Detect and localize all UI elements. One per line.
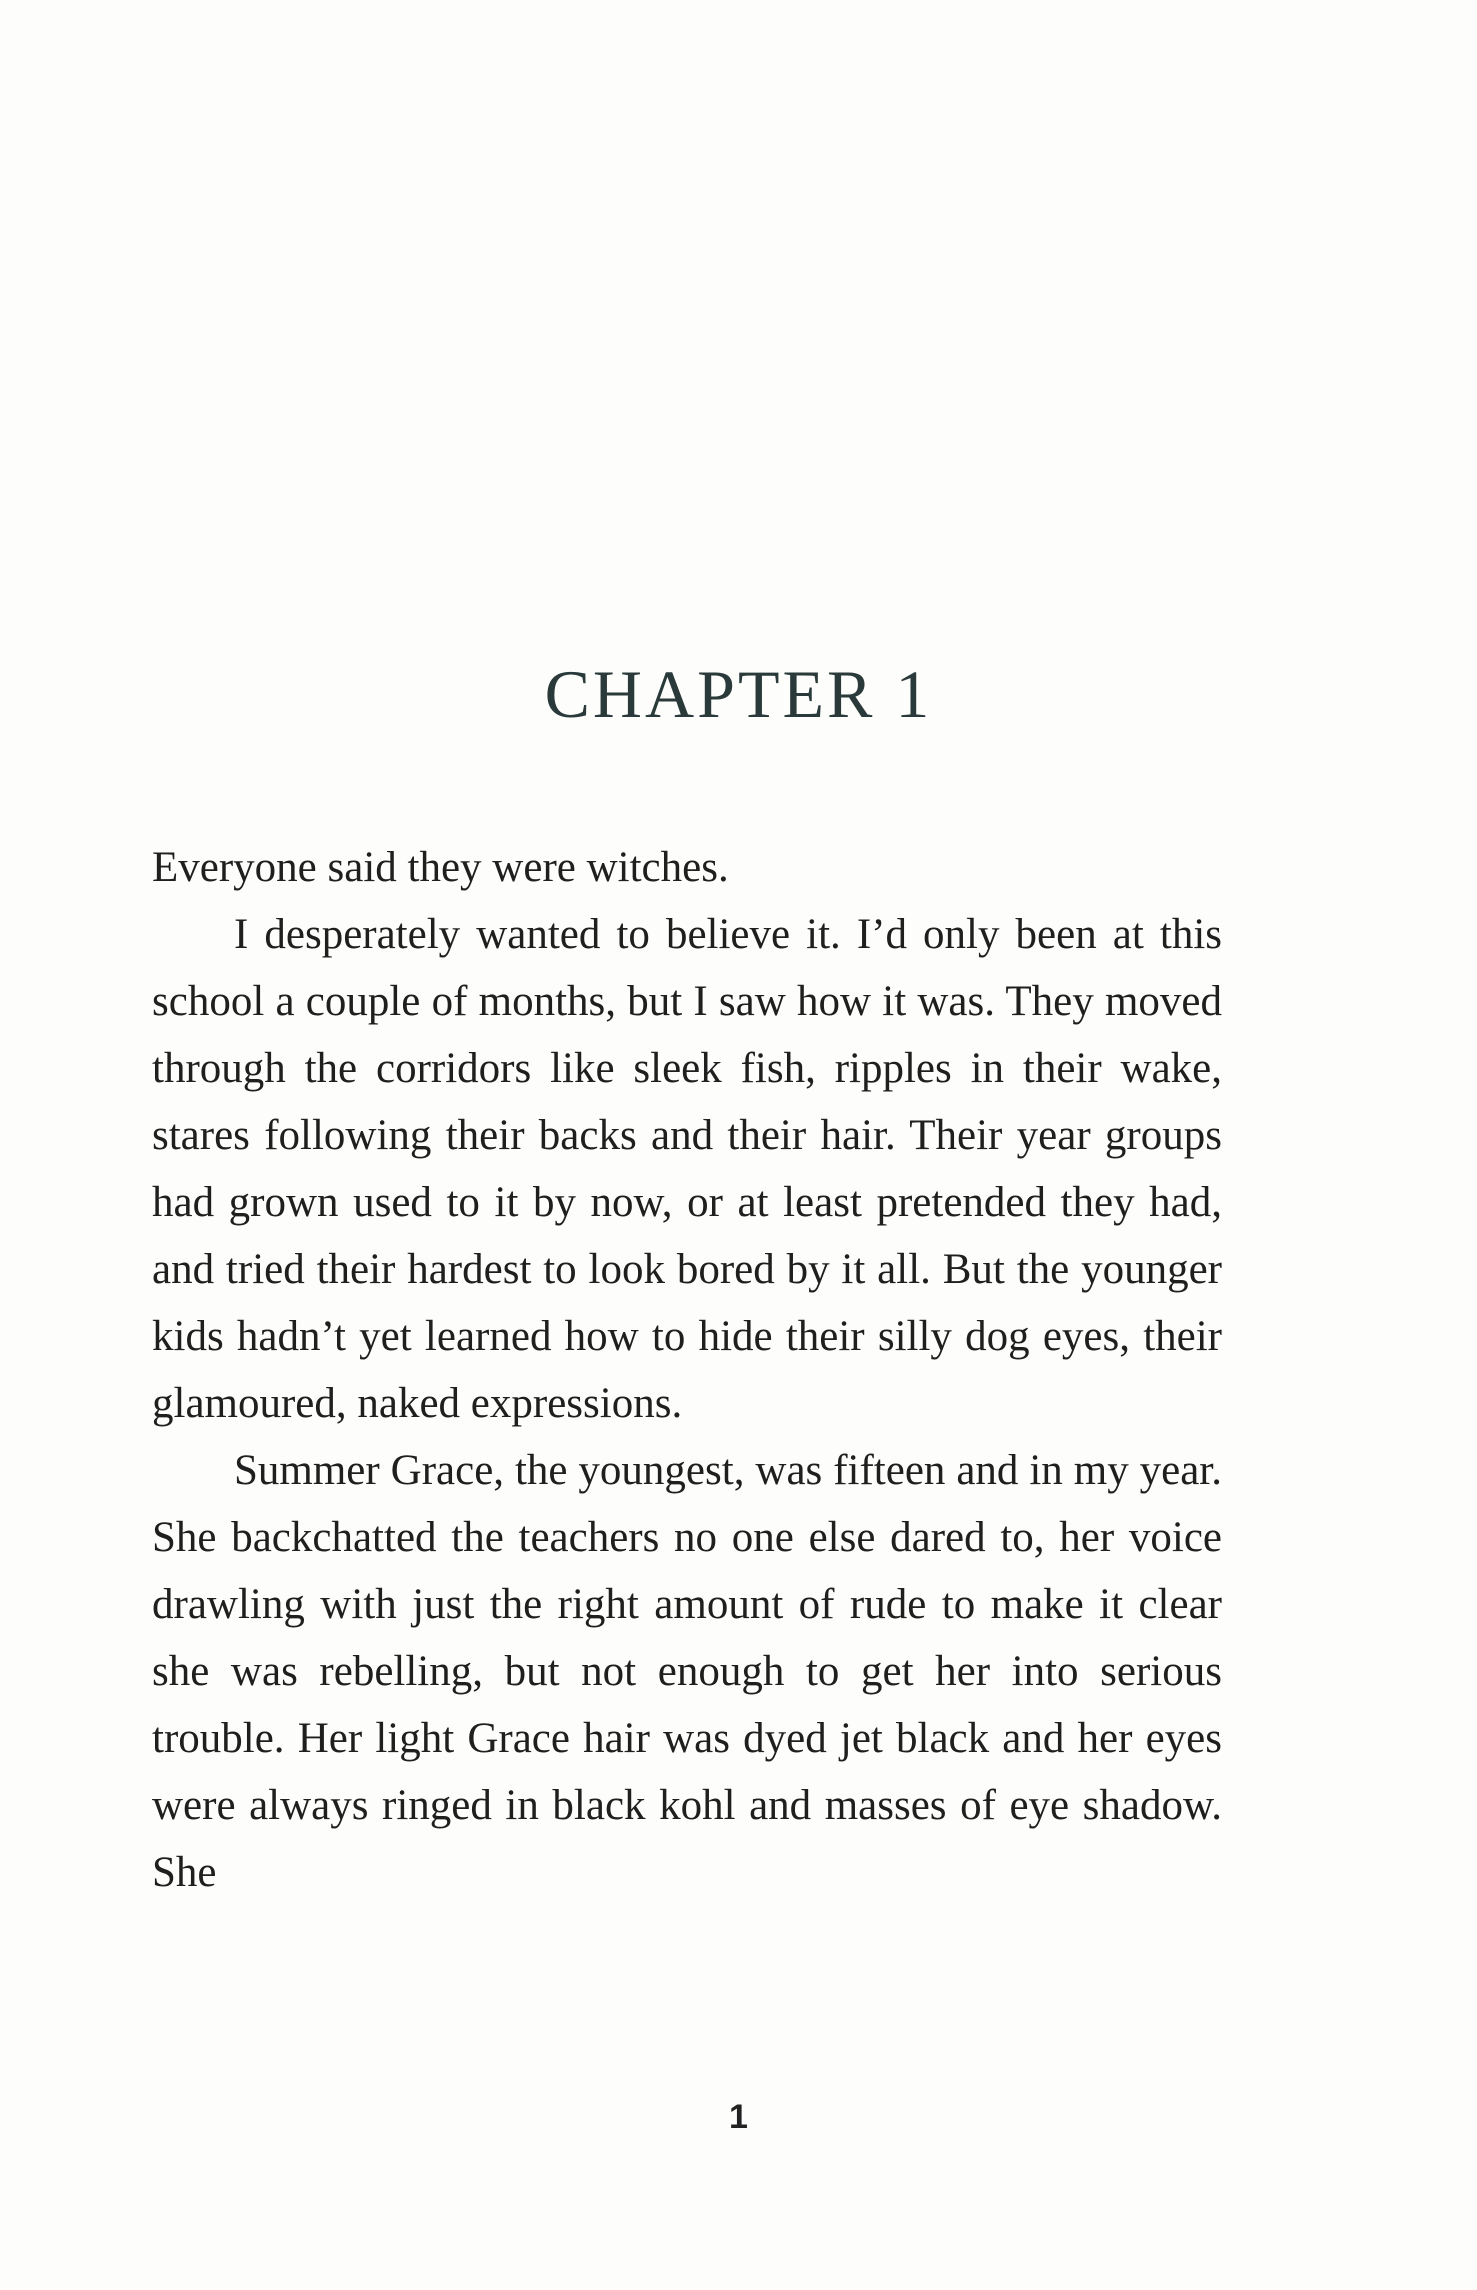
paragraph-1: Everyone said they were witches. [152, 844, 729, 891]
paragraph-2: I desperately wanted to believe it. I’d only been at this school a couple of months, but I saw how it was. They moved through the corridors like sleek fish, ripples in their wake, stares following their backs and their hair. Their year groups had grown used to it by now, or at least pretended they had, and tried their hardest to look bored by it all. But the younger kids hadn’t yet learned how to hide their silly dog eyes, their glamoured, naked expressions. [152, 911, 1222, 1427]
body-text [152, 834, 1222, 1906]
chapter-title: CHAPTER 1 [544, 656, 933, 732]
paragraph-3: Summer Grace, the youngest, was fifteen and in my year. She backchatted the teachers no one else dared to, her voice drawling with just the right amount of rude to make it clear she was rebelling, but not enough to get her into serious trouble. Her light Grace hair was dyed jet black and her eyes were always ringed in black kohl and masses of eye shadow. She [152, 1447, 1222, 1896]
page-number: 1 [729, 2098, 748, 2136]
